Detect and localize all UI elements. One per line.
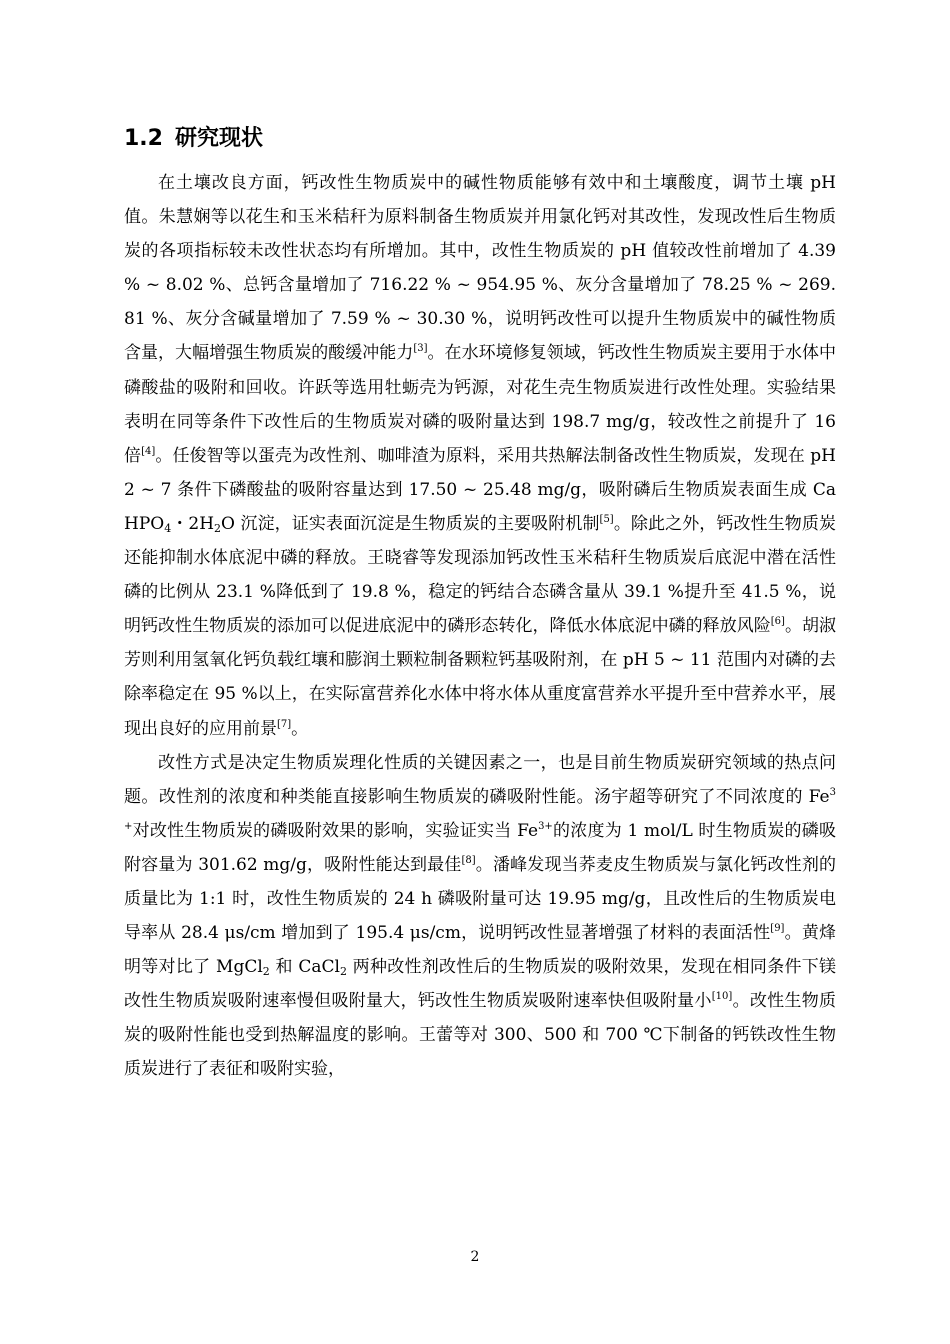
text-segment: 和 CaCl — [269, 957, 340, 978]
text-segment: 。 — [291, 718, 309, 739]
text-segment: 改性方式是决定生物质炭理化性质的关键因素之一，也是目前生物质炭研究领域的热点问题。改性剂的浓度和种类能直接影响生物质炭的磷吸附性能。汤宇超等研究了不同浓度的 Fe — [124, 752, 836, 807]
text-segment: 的浓度为 1 mol/L 时生物质炭的磷吸附容量为 301.62 mg/g，吸附性能达到最佳 — [124, 820, 836, 875]
text-segment: 。胡淑芳则利用氢氧化钙负载红壤和膨润土颗粒制备颗粒钙基吸附剂，在 pH 5 ~ 11 范围内对磷的去除率稳定在 95 %以上，在实际富营养化水体中将水体从重度富营养水平提升至中营养水平，展现出良好的应用前景 — [124, 616, 836, 739]
paragraph-soil-and-water-applications — [124, 166, 836, 746]
subscript: 2 — [214, 521, 222, 535]
citation-ref: [8] — [461, 854, 476, 866]
citation-ref: [6] — [770, 616, 785, 628]
citation-ref: [3] — [413, 343, 428, 355]
body-text — [124, 166, 836, 1087]
paragraph-modification-methods — [124, 746, 836, 1087]
citation-ref: [5] — [599, 513, 614, 525]
section-title: 研究现状 — [174, 126, 263, 151]
citation-ref: [9] — [770, 923, 785, 935]
text-segment: 。潘峰发现当荞麦皮生物质炭与氯化钙改性剂的质量比为 1:1 时，改性生物质炭的 24 h 磷吸附量可达 19.95 mg/g，且改性后的生物质炭电导率从 28.4 μs/cm 增加到了 195.4 μs/cm，说明钙改性显著增强了材料的表面活性 — [124, 854, 837, 944]
text-segment: O 沉淀，证实表面沉淀是生物质炭的主要吸附机制 — [221, 513, 600, 534]
text-segment: 。任俊智等以蛋壳为改性剂、咖啡渣为原料，采用共热解法制备改性生物质炭，发现在 pH 2 ~ 7 条件下磷酸盐的吸附容量达到 17.50 ~ 25.48 mg/g，吸附磷后生物质炭表面生成 CaHPO — [124, 445, 836, 534]
text-segment: 在土壤改良方面，钙改性生物质炭中的碱性物质能够有效中和土壤酸度，调节土壤 pH 值。朱慧娴等以花生和玉米秸秆为原料制备生物质炭并用氯化钙对其改性，发现改性后生物质炭的各项指标较未改性状态均有所增加。其中，改性生物质炭的 pH 值较改性前增加了 4.39 % ~ 8.02 %、总钙含量增加了 716.22 % ~ 954.95 %、灰分含量增加了 78.25 % ~ 269.81 %、灰分含碱量增加了 7.59 % ~ 30.30 %，说明钙改性可以提升生物质炭中的碱性物质含量，大幅增强生物质炭的酸缓冲能力 — [124, 173, 836, 364]
subscript: 4 — [164, 521, 172, 535]
citation-ref: [4] — [141, 445, 156, 457]
text-segment: 。黄烽明等对比了 MgCl — [124, 923, 836, 978]
text-segment: 。改性生物质炭的吸附性能也受到热解温度的影响。王蕾等对 300、500 和 700 ℃下制备的钙铁改性生物质炭进行了表征和吸附实验， — [124, 991, 837, 1080]
superscript: 3+ — [124, 786, 836, 832]
text-segment: 两种改性剂改性后的生物质炭的吸附效果，发现在相同条件下镁改性生物质炭吸附速率慢但吸附量大，钙改性生物质炭吸附速率快但吸附量小 — [124, 957, 837, 1012]
text-segment: 。在水环境修复领域，钙改性生物质炭主要用于水体中磷酸盐的吸附和回收。许跃等选用牡蛎壳为钙源，对花生壳生物质炭进行改性处理。实验结果表明在同等条件下改性后的生物质炭对磷的吸附量达到 198.7 mg/g，较改性之前提升了 16 倍 — [124, 343, 836, 466]
section-heading — [124, 124, 263, 154]
text-segment: ・2H — [171, 513, 215, 534]
superscript: 3+ — [538, 820, 553, 832]
page-number: 2 — [470, 1249, 480, 1265]
subscript: 2 — [340, 965, 347, 979]
text-segment: 对改性生物质炭的磷吸附效果的影响，实验证实当 Fe — [132, 820, 539, 841]
citation-ref: [10] — [711, 991, 733, 1003]
text-segment: 。除此之外，钙改性生物质炭还能抑制水体底泥中磷的释放。王晓睿等发现添加钙改性玉米秸秆生物质炭后底泥中潜在活性磷的比例从 23.1 %降低到了 19.8 %，稳定的钙结合态磷含量从 39.1 %提升至 41.5 %，说明钙改性生物质炭的添加可以促进底泥中的磷形态转化，降低水体底泥中磷的释放风险 — [124, 513, 836, 637]
subscript: 2 — [262, 965, 270, 979]
citation-ref: [7] — [277, 718, 292, 730]
section-number: 1.2 — [124, 126, 163, 151]
